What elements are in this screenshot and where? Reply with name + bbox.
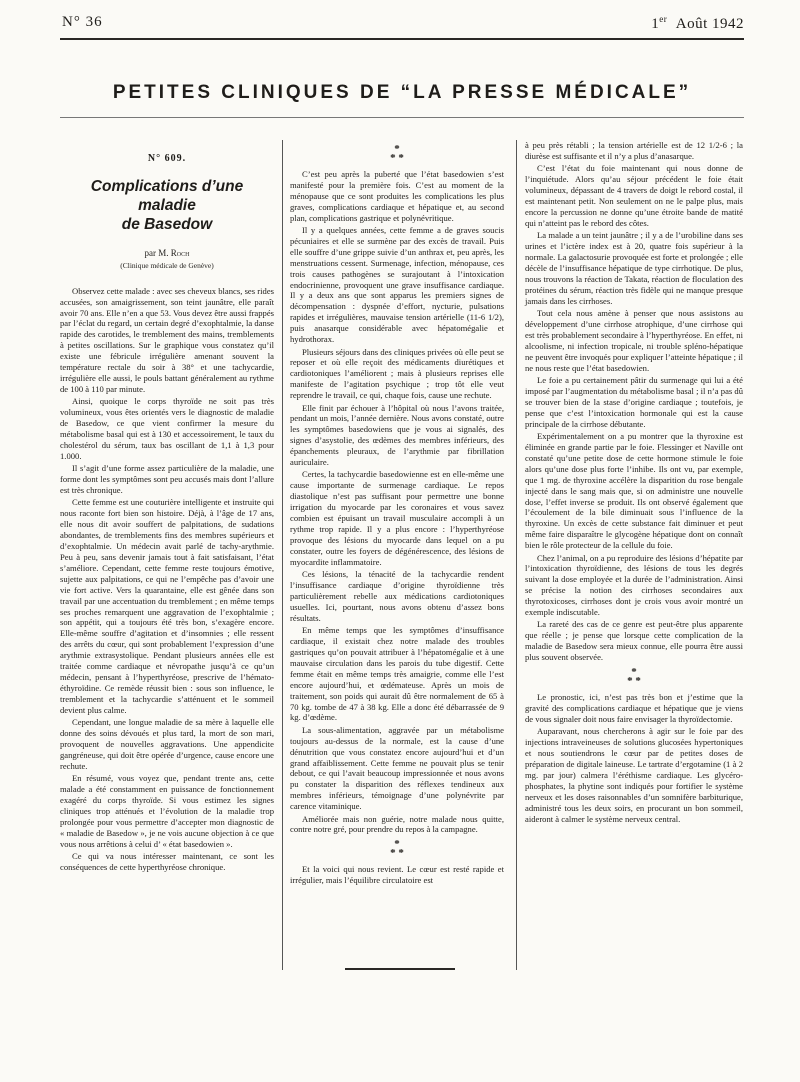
paragraph: Tout cela nous amène à penser que nous assistons au développement d’une cirrhose atrophique, d’une cirrhose qui est très probablement secondaire à l’hyperthyréose. En effet, ni alcoolisme, ni infection tropicale, ni trouble spléno-hépatique ne peuvent être invoqués pour expliquer l’atteinte hépatique ; il ne nous reste que l’état basedowien.: [525, 308, 743, 373]
issue-day-suffix: er: [659, 14, 668, 24]
issue-day: 1: [651, 16, 660, 32]
column-2: [290, 140, 504, 886]
column-divider: [282, 140, 283, 970]
top-rule: [60, 38, 744, 40]
paragraph: à peu près rétabli ; la tension artérielle est de 12 1/2-6 ; la diurèse est suffisante et il n’y a plus d’anasarque.: [525, 140, 743, 161]
paragraph: La malade a un teint jaunâtre ; il y a de l’urobiline dans ses urines et l’ictère index est à 20, quatre fois supérieur à la normale. La galactosurie provoquée est forte et prolongée ; elle décèle de l’insuffisance hépatique de type cirrhotique. De plus, nous trouvons la réaction de Takata, réaction de floculation des protéines du sérum, réaction très fidèle qui ne manque presque jamais dans les cirrhoses.: [525, 230, 743, 306]
paragraph: En résumé, vous voyez que, pendant trente ans, cette malade a été constamment en puissance de fonctionnement exagéré du corps thyroïde. Si vous estimez les signes cliniques trop atténués et l’évolution de la maladie trop prolongée pour vous permettre d’accepter mon diagnostic de « maladie de Basedow », je ne vois aucune objection à ce que vous nous arrêtions à celui d’ « état basedowien ».: [60, 773, 274, 849]
end-rule: [345, 968, 455, 970]
paragraph: Le foie a pu certainement pâtir du surmenage qui lui a été imposé par l’augmentation du métabolisme basal ; il n’a pas dû se trouver bien de la stase d’origine cardiaque ; toutefois, je pense que c’est l’intoxication hormonale qui est la cause principale de la cirrhose débutante.: [525, 375, 743, 429]
issue-date: [651, 14, 744, 33]
paragraph: La sous-alimentation, aggravée par un métabolisme toujours au-dessus de la normale, est la cause d’une dénutrition que vous constatez encore aujourd’hui et d’un grand affaiblissement. Cette femme ne pouvait plus se tenir debout, ce qui l’avait beaucoup impressionnée et nous avons pu constater la disparition des réflexes tendineux aux membres inférieurs, témoignage d’une polynévrite par carence vitaminique.: [290, 724, 504, 812]
paragraph: Expérimentalement on a pu montrer que la thyroxine est éliminée en grande partie par le foie. Flessinger et Naville ont constaté qu’une petite dose de cette hormone stimule le foie alors qu’une dose plus forte l’inhibe. Ils ont vu, par exemple, que 1 mg. de thyroxine accélère la disparition du rose bengale injecté dans le sang mais que, si on administre une nouvelle dose, l’effet inverse se produit. Ils ont observé également que l’écoulement de la bile diminuait sous l’influence de la thyroxine. Un excès de cette substance fait diminuer et peut même faire disparaître le glycogène hépatique dont on connaît bien le rôle protecteur de la cellule du foie.: [525, 431, 743, 551]
masthead-title: PETITES CLINIQUES DE “LA PRESSE MÉDICALE”: [112, 82, 692, 103]
paragraph: Ce qui va nous intéresser maintenant, ce sont les conséquences de cette hyperthyréose chronique.: [60, 850, 274, 872]
article-author: [60, 248, 274, 259]
paragraph: Certes, la tachycardie basedowienne est en elle-même une cause importante de surmenage cardiaque. Le repos diastolique n’est pas suffisant pour permettre une bonne irrigation du myocarde par les coronaires et vous savez combien est épuisant un travail musculaire accompli à un rythme trop rapide. Il y a plus encore : l’hyperthyréose provoque des lésions du myocarde dans lequel on a pu constater, outre les foyers de dégénérescence, des lésions de myocardite inflammatoire.: [290, 469, 504, 567]
paragraph: C’est l’état du foie maintenant qui nous donne de l’inquiétude. Alors qu’au séjour précédent le foie était volumineux, dépassant de 4 travers de doigt le rebord costal, il est maintenant petit. Non seulement on ne le palpe plus, mais encore la percussion ne donne qu’une étroite bande de matité qui n’atteint pas le rebord des côtes.: [525, 163, 743, 228]
paragraph: Améliorée mais non guérie, notre malade nous quitte, contre notre gré, pour prendre du repos à la campagne.: [290, 813, 504, 835]
author-prefix: par M.: [144, 247, 169, 258]
paragraph: Cette femme est une couturière intelligente et instruite qui nous raconte fort bien son histoire. Déjà, à l’âge de 17 ans, elle nous dit avoir souffert de palpitations, de sudations abondantes, de tremblements fins des membres supérieurs et d’exophtalmie. Un médecin avait parlé de tachy-arythmie. Peu à peu, sans devenir jamais tout à fait satisfaisant, l’état s’améliore. Cependant, cette femme reste toujours émotive, sujette aux palpitations, ce qui ne l’empêche pas d’avoir une vie fort active. Vers la quarantaine, elle est gênée dans son travail par une accentuation du tremblement ; en même temps ses proches remarquent une aggravation de l’exophtalmie ; son appétit, qui a toujours été très bon, s’exagère encore. Elle-même souffre d’agitation et d’insomnies ; elle ressent des arrêts du cœur, qui sont probablement l’expression d’une arythmie extrasystolique. Pendant plusieurs années elle est traitée comme cardiaque et névropathe jusqu’à ce qu’un médecin, pensant à l’hyperthyréose, prescrive de l’hémato-éthyroïdine. Ce remède réussit bien : sous son influence, le tremblement et la tachycardie s’atténuent et le sommeil devient plus calme.: [60, 497, 274, 715]
section-asterism: * * *: [390, 838, 404, 860]
column-divider: [516, 140, 517, 970]
paragraph: Ainsi, quoique le corps thyroïde ne soit pas très volumineux, vous êtes orientés vers le diagnostic de maladie de Basedow, ce que vient confirmer la mesure du métabolisme basal qui est à 130 et accessoirement, le taux du cholestérol du sérum, taux bas oscillant de 1,1 à 1,3 pour 1.000.: [60, 396, 274, 461]
article-title: [60, 177, 274, 234]
section-asterism: * * *: [627, 666, 641, 688]
article-title-line-1: Complications d’une maladie: [90, 177, 244, 214]
article-title-line-2: de Basedow: [121, 215, 213, 233]
section-asterism: * * *: [390, 143, 404, 164]
author-name: Roch: [170, 247, 190, 258]
paragraph: La rareté des cas de ce genre est peut-être plus apparente que réelle ; je pense que lorsque cette complication de la maladie de Basedow sera mieux connue, elle pourra être aussi plus souvent observée.: [525, 619, 743, 663]
article-number: N° 609.: [147, 153, 187, 164]
paragraph: Ces lésions, la ténacité de la tachycardie rendent l’insuffisance cardiaque d’origine thyroïdienne très particulièrement rebelle aux médications cardiotoniques usuelles. Ici, pourtant, nous avons obtenu d’assez bons résultats.: [290, 569, 504, 623]
paragraph: Cependant, une longue maladie de sa mère à laquelle elle donne des soins dévoués et plus tard, la mort de son mari, provoquent de nouvelles aggravations. Une appendicite gangréneuse, qui doit être opérée d’urgence, cause encore une rechute.: [60, 717, 274, 771]
paragraph: Il y a quelques années, cette femme a de graves soucis pécuniaires et elle se surmène par des excès de travail. Puis elle souffre d’une grippe suivie d’un anthrax et, peu après, les menstruations cessent. Surmenage, infection, ménopause, ces trois causes pathogènes se surajoutant à l’intoxication endocrinienne, provoquent une grave insuffisance cardiaque. Il y a deux ans que sont apparus les premiers signes de décompensation : dyspnée d’effort, nycturie, pulsations rapides et irrégulières, mauvaise tension artérielle (11-6 1/2), puis anasarque considérable avec hépatomégalie et hydrothorax.: [290, 225, 504, 345]
paragraph: Observez cette malade : avec ses cheveux blancs, ses rides accusées, son amaigrissement, son teint jaunâtre, elle paraît avoir 70 ans. Elle n’en a que 53. Vous devez être aussi frappés par l’éclat du regard, un certain degré d’exophtalmie, la danse rapide des carotides, le tremblement des mains, tremblements à petites oscillations. Sur le graphique vous constatez qu’il existe une fébricule irrégulière amenant souvent la température rectale du soir à 38° et une tachycardie, irrégulière elle aussi, le pouls battant généralement au rythme de 100 à 110 par minute.: [60, 285, 274, 394]
paragraph: Auparavant, nous chercherons à agir sur le foie par des injections intraveineuses de solutions glucosées hypertoniques et nous soutiendrons le cœur par de petites doses de préparation de digitale laineuse. Le tartrate d’ergotamine (1 à 2 mg. par jour) calmera l’éréthisme cardiaque. Les glycéro-phosphates, la phytine sont indiqués pour fortifier le système nerveux et les doses raisonnables d’un somnifère barbiturique, administré tous les deux soirs, en procurant un bon sommeil, aideront à calmer le système nerveux central.: [525, 726, 743, 824]
paragraph: Plusieurs séjours dans des cliniques privées où elle peut se reposer et où elle reçoit des médicaments diurétiques et cardiotoniques l’améliorent ; mais à plusieurs reprises elle manifeste de l’agitation psychique ; trop tôt elle veut reprendre le travail, ce qui, chaque fois, cause une rechute.: [290, 346, 504, 401]
author-affiliation: (Clinique médicale de Genève): [120, 260, 214, 270]
paragraph: Il s’agit d’une forme assez particulière de la maladie, une forme dont les symptômes sont peu accusés mais dont l’allure est très chronique.: [60, 463, 274, 496]
paragraph: Chez l’animal, on a pu reproduire des lésions d’hépatite par l’intoxication thyroïdienne, des lésions de tous les degrés suivant la dose employée et la durée de l’administration. Ainsi se précise la notion des cirrhoses secondaires aux thyrotoxicoses, cirrhoses dont je crois vous avoir montré un exemple indiscutable.: [525, 552, 743, 618]
column-1: [60, 140, 274, 873]
column-3: [525, 140, 743, 824]
paragraph: Le pronostic, ici, n’est pas très bon et j’estime que la gravité des complications cardiaque et hépatique que je viens de vous signaler doit nous faire envisager la thyroïdectomie.: [525, 692, 743, 724]
paragraph: Elle finit par échouer à l’hôpital où nous l’avons traitée, pendant un mois, l’année dernière. Nous avons constaté, outre les symptômes basedowiens que je vous ai signalés, des signes d’asystolie, des œdèmes des membres inférieurs, des épanchements pleuraux, de l’arythmie par fibrillation auriculaire.: [290, 402, 504, 468]
paragraph: Et la voici qui nous revient. Le cœur est resté rapide et irrégulier, mais l’équilibre circulatoire est: [290, 864, 504, 886]
issue-month-year: Août 1942: [675, 16, 744, 32]
paragraph: En même temps que les symptômes d’insuffisance cardiaque, il existait chez notre malade des troubles gastriques qu’on pouvait attribuer à l’hépatomégalie et à une mauvaise circulation dans les parois du tube digestif. Cette femme était en même temps très amaigrie, comme elle l’est encore aujourd’hui, et œdémateuse. Après un mois de traitement, son poids qui aurait dû être normalement de 65 à 70 kg. tombe de 47 à 38 kg. Elle a donc été débarrassée de 9 kg. d’œdème.: [290, 625, 504, 723]
masthead-rule: [60, 117, 744, 118]
paragraph: C’est peu après la puberté que l’état basedowien s’est manifesté pour la première fois. C’est au moment de la ménopause que ce sont produites les complications les plus graves, complications cardiaque et hépatique et, au second plan, complications gastrique et polynévritique.: [290, 169, 504, 223]
issue-number: N° 36: [62, 14, 103, 30]
